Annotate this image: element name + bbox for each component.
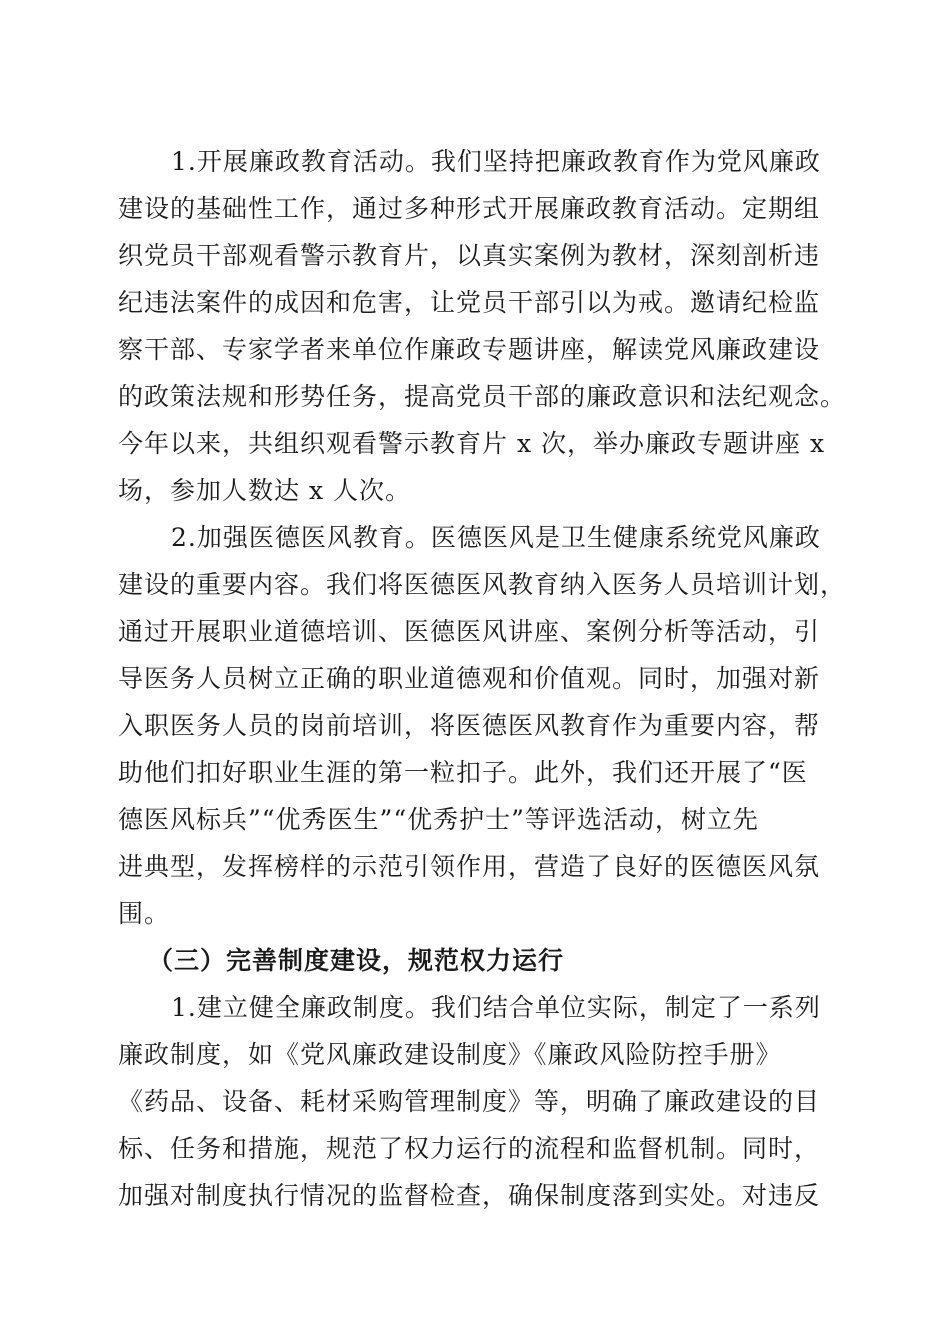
text-line: 导医务人员树立正确的职业道德观和价值观。同时，加强对新 — [118, 664, 821, 693]
text-line: 建设的基础性工作，通过多种形式开展廉政教育活动。定期组 — [118, 194, 821, 223]
text-line: 入职医务人员的岗前培训，将医德医风教育作为重要内容，帮 — [118, 711, 821, 740]
text-line: 2.加强医德医风教育。医德医风是卫生健康系统党风廉政 — [171, 523, 821, 552]
text-line: 纪违法案件的成因和危害，让党员干部引以为戒。邀请纪检监 — [118, 288, 821, 317]
text-line: 今年以来，共组织观看警示教育片 x 次，举办廉政专题讲座 x — [118, 429, 826, 458]
text-line: 织党员干部观看警示教育片，以真实案例为教材，深刻剖析违 — [118, 241, 821, 270]
section-heading: （三）完善制度建设，规范权力运行 — [148, 946, 565, 975]
text-line: 1.开展廉政教育活动。我们坚持把廉政教育作为党风廉政 — [171, 147, 821, 176]
text-line: 通过开展职业道德培训、医德医风讲座、案例分析等活动，引 — [118, 617, 821, 646]
text-line: 标、任务和措施，规范了权力运行的流程和监督机制。同时， — [118, 1134, 821, 1163]
text-line: 场，参加人数达 x 人次。 — [118, 476, 411, 505]
text-line: 围。 — [118, 899, 171, 928]
text-line: 廉政制度，如《党风廉政建设制度》《廉政风险防控手册》 — [118, 1040, 782, 1069]
text-line: 加强对制度执行情况的监督检查，确保制度落到实处。对违反 — [118, 1181, 821, 1210]
text-line: 助他们扣好职业生涯的第一粒扣子。此外，我们还开展了“医 — [118, 758, 808, 787]
text-line: 察干部、专家学者来单位作廉政专题讲座，解读党风廉政建设 — [118, 335, 821, 364]
text-line: 建设的重要内容。我们将医德医风教育纳入医务人员培训计划， — [118, 570, 847, 599]
text-line: 的政策法规和形势任务，提高党员干部的廉政意识和法纪观念。 — [118, 382, 847, 411]
text-line: 德医风标兵”“优秀医生”“优秀护士”等评选活动，树立先 — [118, 805, 759, 834]
text-line: 《药品、设备、耗材采购管理制度》等，明确了廉政建设的目 — [118, 1087, 821, 1116]
text-line: 1.建立健全廉政制度。我们结合单位实际，制定了一系列 — [171, 993, 821, 1022]
text-line: 进典型，发挥榜样的示范引领作用，营造了良好的医德医风氛 — [118, 852, 821, 881]
